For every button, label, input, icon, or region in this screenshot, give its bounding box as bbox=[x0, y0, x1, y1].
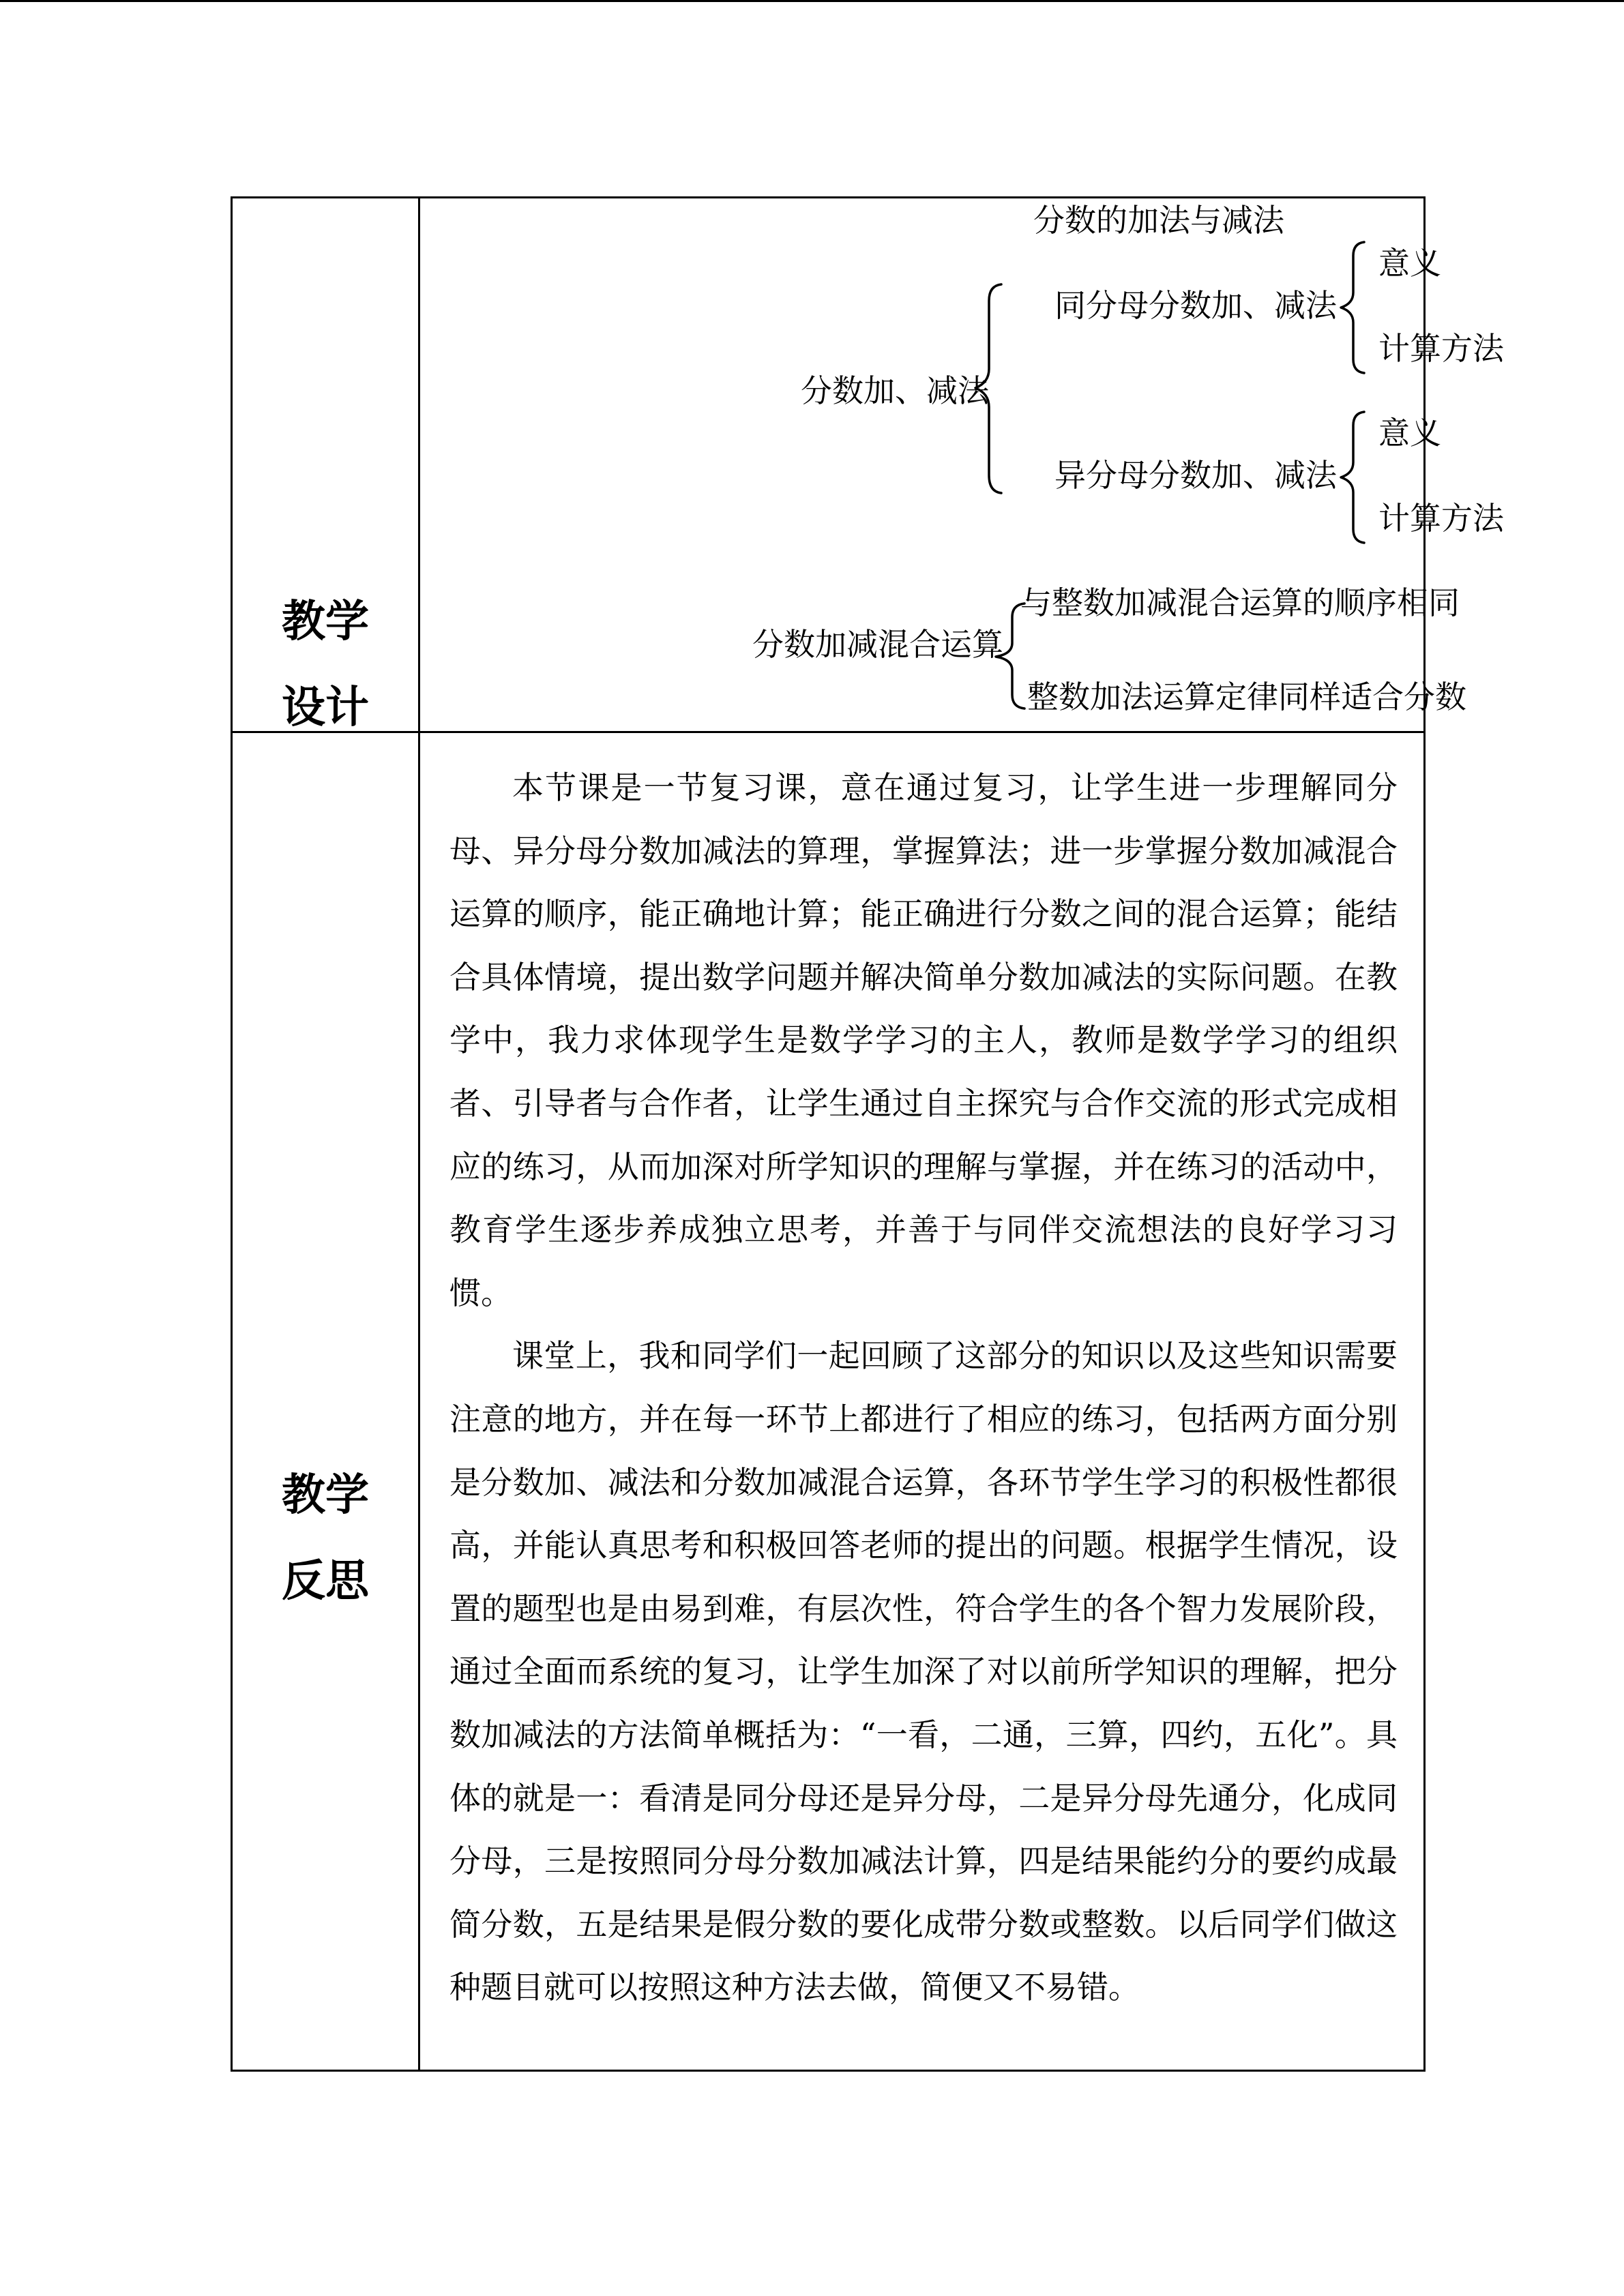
same-denominator-brace-icon bbox=[1338, 239, 1368, 376]
mixed-operation-node: 分数加减混合运算 bbox=[752, 626, 1003, 663]
mixed-operation-rule-order: 与整数加减混合运算的顺序相同 bbox=[1020, 584, 1460, 621]
design-label-line1: 教学 bbox=[282, 597, 369, 647]
reflection-paragraph-2: 课堂上，我和同学们一起回顾了这部分的知识以及这些知识需要注意的地方，并在每一环节上都进行了相应的练习，包括两方面分别是分数加、减法和分数加减混合运算，各环节学生学习的积极性都很高，并能认真思考和积极回答老师的提出的问题。根据学生情况，设置的题型也是由易到难，有层次性，符合学生的各个智力发展阶段，通过全面而系统的复习，让学生加深了对以前所学知识的理解，把分数加减法的方法简单概括为：“一看，二通，三算，四约，五化”。具体的就是一：看清是同分母还是异分母，二是异分母先通分，化成同分母，三是按照同分母分数加减法计算，四是结果能约分的要约成最简分数，五是结果是假分数的要化成带分数或整数。以后同学们做这种题目就可以按照这种方法去做，简便又不易错。 bbox=[449, 1337, 1398, 2006]
reflection-section-label bbox=[233, 1452, 418, 1624]
root-brace-icon bbox=[971, 280, 1005, 498]
same-denominator-node: 同分母分数加、减法 bbox=[1054, 287, 1337, 324]
design-label-line2: 设计 bbox=[282, 683, 369, 733]
design-section-label bbox=[233, 579, 418, 751]
different-denominator-method: 计算方法 bbox=[1378, 500, 1504, 537]
diagram-root-node: 分数加、减法 bbox=[801, 372, 989, 409]
knowledge-structure-diagram bbox=[420, 198, 1504, 731]
different-denominator-node: 异分母分数加、减法 bbox=[1054, 457, 1337, 494]
reflection-text bbox=[449, 756, 1398, 2019]
different-denominator-brace-icon bbox=[1338, 409, 1368, 546]
lesson-table bbox=[231, 196, 1504, 2072]
page-top-border bbox=[0, 0, 1624, 2]
reflection-label-line2: 反思 bbox=[282, 1556, 369, 1607]
reflection-paragraph-1: 本节课是一节复习课，意在通过复习，让学生进一步理解同分母、异分母分数加减法的算理，掌握算法；进一步掌握分数加减混合运算的顺序，能正确地计算；能正确进行分数之间的混合运算；能结合具体情境，提出数学问题并解决简单分数加减法的实际问题。在教学中，我力求体现学生是数学学习的主人，教师是数学学习的组织者、引导者与合作者，让学生通过自主探究与合作交流的形式完成相应的练习，从而加深对所学知识的理解与掌握，并在练习的活动中，教育学生逐步养成独立思考，并善于与同伴交流想法的良好学习习惯。 bbox=[449, 769, 1398, 1311]
same-denominator-method: 计算方法 bbox=[1378, 330, 1504, 367]
mixed-operation-rule-laws: 整数加法运算定律同样适合分数 bbox=[1027, 679, 1466, 715]
reflection-label-line1: 教学 bbox=[282, 1470, 369, 1521]
different-denominator-meaning: 意义 bbox=[1378, 415, 1441, 451]
diagram-title: 分数的加法与减法 bbox=[1033, 202, 1284, 239]
same-denominator-meaning: 意义 bbox=[1378, 245, 1441, 282]
